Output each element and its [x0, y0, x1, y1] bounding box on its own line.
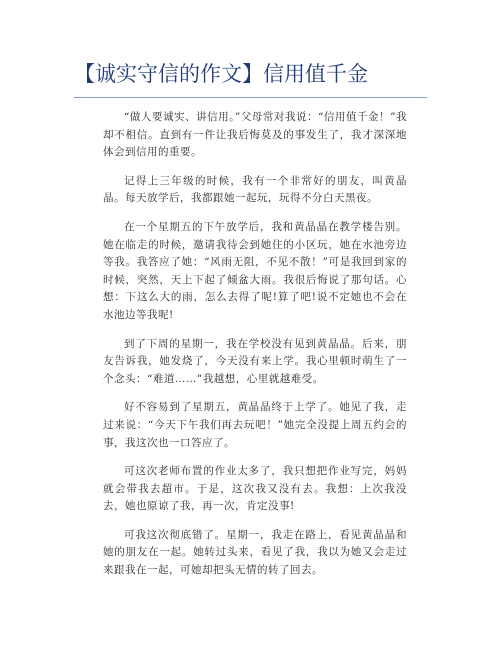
paragraph: 在一个星期五的下午放学后，我和黄晶晶在教学楼告别。她在临走的时候，邀请我待会到她住的小区玩，她在水池旁边等我。我答应了她：“风雨无阻，不见不散！”可是我回到家的时候，突然，天上下起了倾盆大雨。我很后悔说了那句话。心想：下这么大的雨，怎么去得了呢!算了吧!说不定她也不会在水池边等我呢!: [103, 220, 407, 321]
paragraph: “做人要诚实、讲信用。”父母常对我说：“信用值千金！”我却不相信。直到有一件让我后悔莫及的事发生了，我才深深地体会到信用的重要。: [103, 111, 407, 159]
document-body: [103, 109, 407, 591]
title-divider: [74, 97, 427, 98]
paragraph: 可这次老师布置的作业太多了，我只想把作业写完，妈妈就会带我去超市。于是，这次我又没有去。我想：上次我没去，她也原谅了我，再一次，肯定没事!: [103, 465, 407, 513]
paragraph: 记得上三年级的时候，我有一个非常好的朋友，叫黄晶晶。每天放学后，我都跟她一起玩，玩得不分白天黑夜。: [103, 174, 407, 205]
document-title: 【诚实守信的作文】信用值千金: [74, 62, 368, 86]
paragraph: 可我这次彻底错了。星期一，我走在路上，看见黄晶晶和她的朋友在一起。她转过头来，看见了我，我以为她又会走过来跟我在一起，可她却把头无情的转了回去。: [103, 528, 407, 577]
paragraph: 到了下周的星期一，我在学校没有见到黄晶晶。后来，朋友告诉我，她发烧了，今天没有来上学。我心里顿时萌生了一个念头：“难道……”我越想，心里就越难受。: [103, 337, 407, 385]
paragraph: 好不容易到了星期五，黄晶晶终于上学了。她见了我，走过来说：“今天下午我们再去玩吧！”她完全没提上周五约会的事，我这次也一口答应了。: [103, 401, 407, 449]
